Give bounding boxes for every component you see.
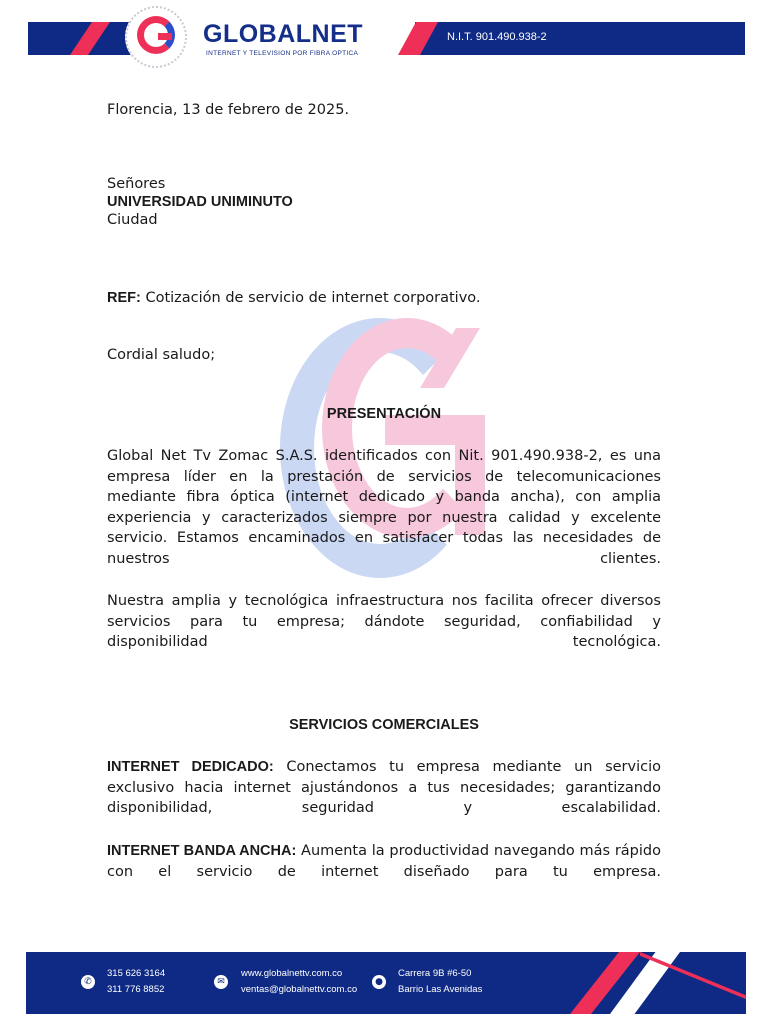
infrastructure-paragraph: Nuestra amplia y tecnológica infraestructura nos facilita ofrecer diversos servicios para tu empresa; dándote seguridad, confiabilidad y disponibilidad tecnológica. xyxy=(107,593,661,650)
presentation-paragraph: Global Net Tv Zomac S.A.S. identificados con Nit. 901.490.938-2, es una empresa líder en la prestación de servicios de telecomunicaciones mediante fibra óptica (internet dedicado y banda ancha), con amplia experiencia y caracterizados siempre por nuestra calidad y excelente servicio. Estamos encaminados en satisfacer todas las necesidades de nuestros clientes. xyxy=(107,448,661,567)
reference-text: Cotización de servicio de internet corporativo. xyxy=(140,290,481,306)
recipient-name: UNIVERSIDAD UNIMINUTO xyxy=(107,194,293,210)
service-broadband-label: INTERNET BANDA ANCHA: xyxy=(107,843,297,859)
footer-email: ventas@globalnettv.com.co xyxy=(241,984,358,995)
footer-phone-1: 315 626 3164 xyxy=(107,968,166,979)
reference-line xyxy=(107,288,661,309)
greeting: Cordial saludo; xyxy=(107,347,216,363)
company-nit: N.I.T. 901.490.938-2 xyxy=(447,31,547,43)
footer-phones xyxy=(107,966,165,998)
service-broadband xyxy=(107,841,661,886)
service-dedicated-label: INTERNET DEDICADO: xyxy=(107,759,274,775)
section-title-presentacion: PRESENTACIÓN xyxy=(326,406,442,422)
section-title-servicios: SERVICIOS COMERCIALES xyxy=(289,717,479,733)
footer-address-1: Carrera 9B #6-50 xyxy=(398,968,472,979)
date-line: Florencia, 13 de febrero de 2025. xyxy=(107,102,350,118)
recipient-block xyxy=(107,175,661,229)
service-broadband-text: Aumenta la productividad navegando más rápido con el servicio de internet diseñado para tu empresa. xyxy=(107,843,661,880)
phone-icon: ✆ xyxy=(81,975,95,989)
footer-web-contact xyxy=(241,966,357,998)
service-dedicated-text: Conectamos tu empresa mediante un servicio exclusivo hacia internet ajustándonos a tus necesidades; garantizando disponibilidad, seguridad y escalabilidad. xyxy=(107,759,661,816)
brand-name: GLOBALNET xyxy=(203,20,364,48)
mail-icon: ✉ xyxy=(214,975,228,989)
footer-address-2: Barrio Las Avenidas xyxy=(398,984,483,995)
location-pin-icon: ● xyxy=(372,975,386,989)
reference-label: REF: xyxy=(107,290,141,306)
letterhead-header xyxy=(0,0,768,80)
footer-website: www.globalnettv.com.co xyxy=(241,968,343,979)
footer-phone-2: 311 776 8852 xyxy=(107,984,165,995)
salutation-line: Señores xyxy=(107,176,166,192)
brand-tagline: INTERNET Y TELEVISION POR FIBRA OPTICA xyxy=(206,50,359,57)
service-dedicated xyxy=(107,757,661,822)
footer-address xyxy=(398,966,482,998)
recipient-city: Ciudad xyxy=(107,212,158,228)
logo-g-bar xyxy=(158,33,172,40)
